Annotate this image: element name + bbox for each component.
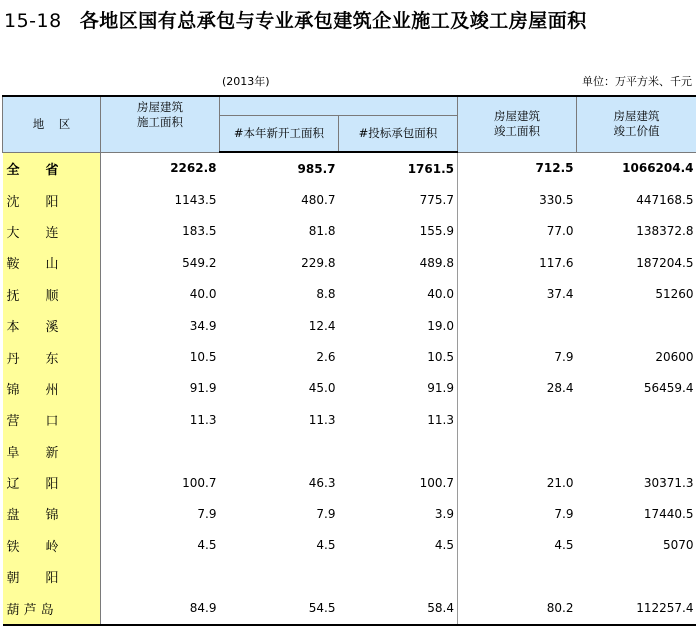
completed-area-cell: 330.5 — [539, 193, 574, 208]
table-row — [3, 530, 696, 561]
table-body — [3, 152, 696, 625]
table-title-text: 各地区国有总承包与专业承包建筑企业施工及竣工房屋面积 — [79, 10, 587, 32]
new-start-cell: 46.3 — [308, 475, 336, 490]
new-start-cell: 229.8 — [301, 255, 336, 270]
region-cell: 沈 阳 — [3, 184, 101, 215]
new-start-cell: 7.9 — [316, 506, 336, 521]
completed-value-cell: 51260 — [655, 287, 694, 302]
bid-contract-cell: 4.5 — [339, 530, 458, 561]
new-start-cell: 11.3 — [308, 412, 336, 427]
region-cell: 丹 东 — [3, 341, 101, 372]
page-title — [4, 6, 587, 34]
completed-area-cell: 712.5 — [535, 161, 574, 176]
completed-value-cell: 17440.5 — [643, 506, 694, 521]
construction-area-cell: 10.5 — [189, 350, 217, 365]
completed-area-cell: 7.9 — [554, 350, 574, 365]
header-new-start: #本年新开工面积 — [220, 116, 339, 153]
header-completed-area: 房屋建筑 竣工面积 — [458, 96, 577, 152]
table-row — [3, 279, 696, 310]
new-start-cell: 985.7 — [297, 161, 336, 176]
region-cell: 锦 州 — [3, 373, 101, 404]
construction-area-cell: 183.5 — [182, 224, 217, 239]
header-construction-area: 房屋建筑 施工面积 — [101, 96, 220, 152]
completed-area-cell: 4.5 — [554, 538, 574, 553]
new-start-cell: 45.0 — [308, 381, 336, 396]
bid-contract-cell: 489.8 — [339, 247, 458, 278]
bid-contract-cell: 40.0 — [339, 279, 458, 310]
completed-area-cell: 21.0 — [546, 475, 574, 490]
construction-area-cell: 549.2 — [182, 255, 217, 270]
completed-area-cell: 37.4 — [546, 287, 574, 302]
region-cell: 辽 阳 — [3, 467, 101, 498]
completed-area-cell: 7.9 — [554, 506, 574, 521]
completed-area-cell — [458, 404, 577, 435]
table-row — [3, 216, 696, 247]
completed-area-cell — [458, 310, 577, 341]
construction-area-cell: 84.9 — [101, 592, 220, 624]
completed-area-cell: 28.4 — [546, 381, 574, 396]
completed-value-cell: 112257.4 — [577, 592, 696, 624]
header-region: 地 区 — [3, 96, 101, 152]
region-cell: 铁 岭 — [3, 530, 101, 561]
bid-contract-cell: 19.0 — [339, 310, 458, 341]
completed-value-cell — [577, 310, 696, 341]
completed-area-cell: 80.2 — [458, 592, 577, 624]
region-cell: 大 连 — [3, 216, 101, 247]
completed-value-cell: 187204.5 — [636, 255, 694, 270]
construction-area-cell: 2262.8 — [170, 161, 217, 176]
bid-contract-cell: 91.9 — [339, 373, 458, 404]
region-cell: 葫 芦 岛 — [3, 592, 101, 624]
completed-value-cell — [577, 561, 696, 592]
completed-area-cell — [458, 436, 577, 467]
bid-contract-cell: 58.4 — [339, 592, 458, 624]
new-start-cell — [220, 561, 339, 592]
new-start-cell: 54.5 — [220, 592, 339, 624]
table-row — [3, 310, 696, 341]
completed-value-cell: 20600 — [655, 350, 694, 365]
bid-contract-cell — [339, 561, 458, 592]
table-row — [3, 592, 696, 624]
unit-note: 单位：万平方米、千元 — [582, 75, 692, 88]
table-row — [3, 404, 696, 435]
region-cell: 抚 顺 — [3, 279, 101, 310]
completed-area-cell — [458, 561, 577, 592]
new-start-cell: 4.5 — [316, 538, 336, 553]
bid-contract-cell: 775.7 — [339, 184, 458, 215]
region-cell: 本 溪 — [3, 310, 101, 341]
table-row — [3, 247, 696, 278]
new-start-cell: 480.7 — [301, 193, 336, 208]
construction-area-cell — [101, 561, 220, 592]
completed-value-cell — [577, 436, 696, 467]
construction-area-cell: 7.9 — [197, 506, 217, 521]
construction-area-cell: 34.9 — [189, 318, 217, 333]
bid-contract-cell: 1761.5 — [339, 152, 458, 184]
completed-area-cell: 117.6 — [539, 255, 574, 270]
new-start-cell: 12.4 — [308, 318, 336, 333]
year-note: (2013年) — [222, 75, 270, 88]
region-cell: 阜 新 — [3, 436, 101, 467]
construction-area-cell: 100.7 — [182, 475, 217, 490]
construction-area-cell: 1143.5 — [174, 193, 217, 208]
header-completed-value: 房屋建筑 竣工价值 — [577, 96, 696, 152]
completed-value-cell: 1066204.4 — [622, 161, 694, 176]
table-row — [3, 373, 696, 404]
table-row — [3, 436, 696, 467]
data-table — [2, 95, 696, 626]
bid-contract-cell: 155.9 — [339, 216, 458, 247]
completed-value-cell: 30371.3 — [643, 475, 694, 490]
region-cell: 盘 锦 — [3, 498, 101, 529]
construction-area-cell: 4.5 — [197, 538, 217, 553]
construction-area-cell: 91.9 — [189, 381, 217, 396]
table-number: 15-18 — [4, 10, 62, 32]
completed-value-cell — [577, 404, 696, 435]
bid-contract-cell: 11.3 — [339, 404, 458, 435]
construction-area-cell: 11.3 — [189, 412, 217, 427]
table-row — [3, 467, 696, 498]
table-row — [3, 152, 696, 184]
completed-value-cell: 447168.5 — [636, 193, 694, 208]
header-blank-span — [220, 96, 458, 116]
construction-area-cell — [101, 436, 220, 467]
completed-value-cell: 56459.4 — [643, 381, 694, 396]
bid-contract-cell: 3.9 — [339, 498, 458, 529]
table-row — [3, 184, 696, 215]
new-start-cell — [220, 436, 339, 467]
new-start-cell: 8.8 — [316, 287, 336, 302]
completed-value-cell: 5070 — [662, 538, 694, 553]
table-row — [3, 341, 696, 372]
bid-contract-cell — [339, 436, 458, 467]
table-row — [3, 498, 696, 529]
new-start-cell: 81.8 — [308, 224, 336, 239]
completed-area-cell: 77.0 — [546, 224, 574, 239]
region-cell: 鞍 山 — [3, 247, 101, 278]
region-cell: 朝 阳 — [3, 561, 101, 592]
region-cell: 营 口 — [3, 404, 101, 435]
bid-contract-cell: 100.7 — [339, 467, 458, 498]
region-cell: 全 省 — [3, 152, 101, 184]
header-bid-contract: #投标承包面积 — [339, 116, 458, 153]
completed-value-cell: 138372.8 — [636, 224, 694, 239]
bid-contract-cell: 10.5 — [339, 341, 458, 372]
new-start-cell: 2.6 — [316, 350, 336, 365]
table-row — [3, 561, 696, 592]
construction-area-cell: 40.0 — [189, 287, 217, 302]
